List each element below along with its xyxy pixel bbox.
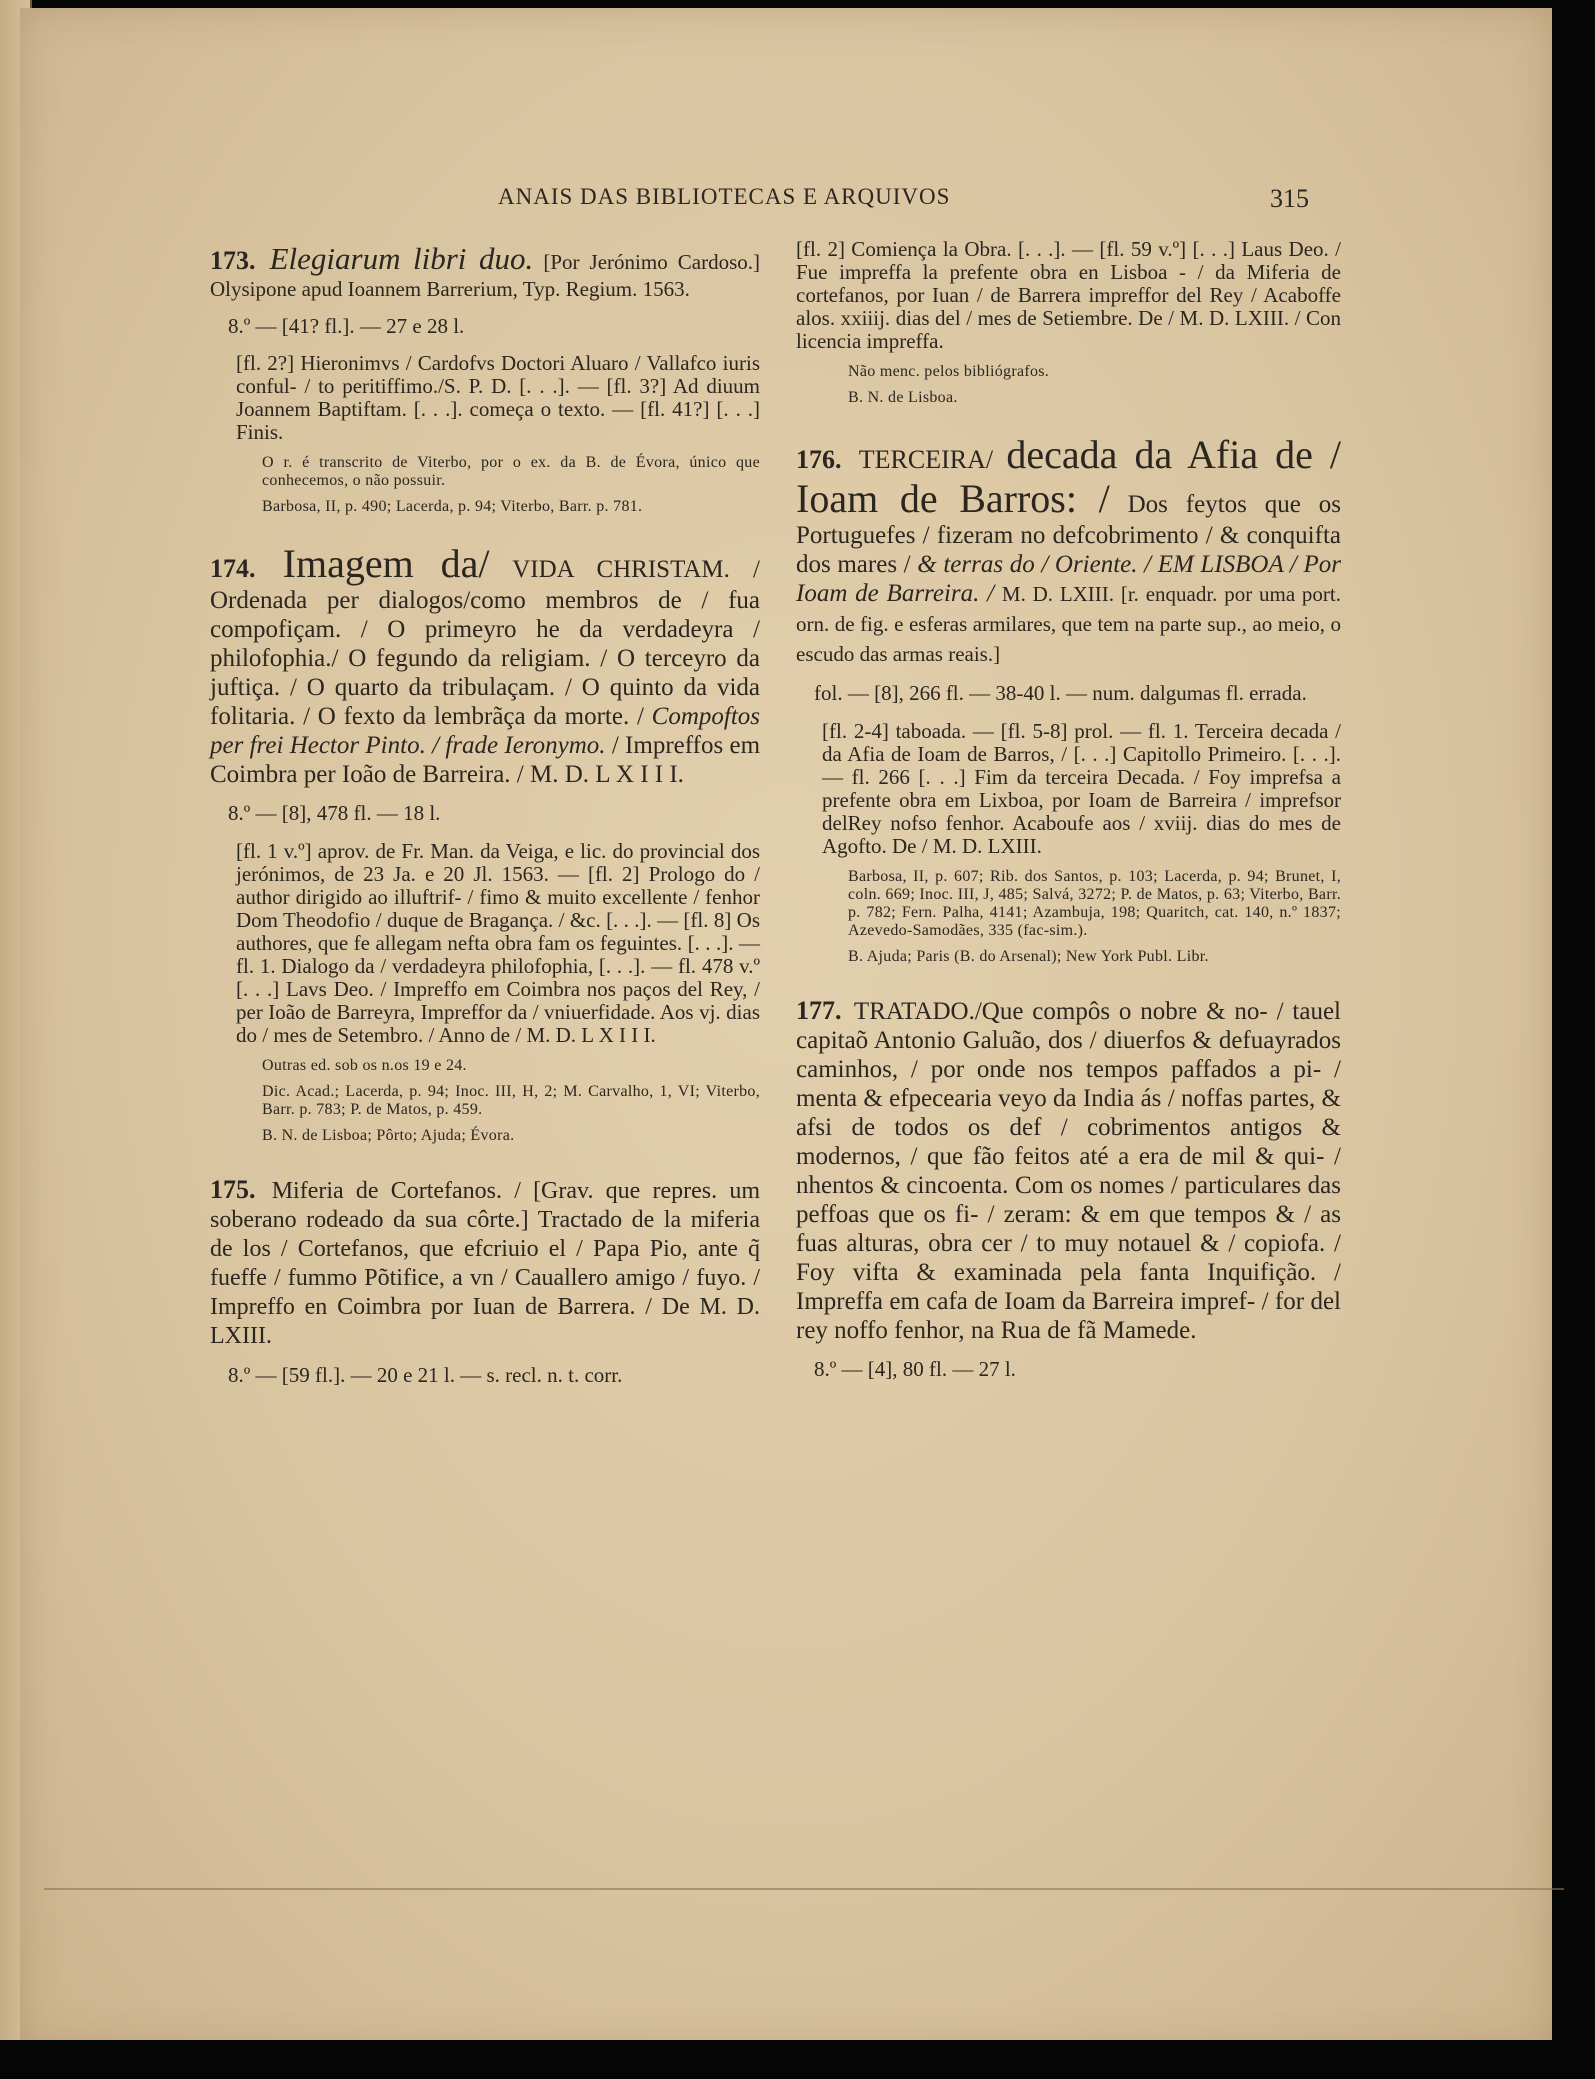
entry-177 bbox=[796, 996, 1341, 1384]
left-column bbox=[210, 241, 761, 1412]
entry-description: [fl. 1 v.º] aprov. de Fr. Man. da Veiga, e lic. do provincial dos jerónimos, de 23 Ja. e 20 Jl. 1563. — [fl. 2] Prologo do / author dirigido ao illuftrif- / fimo & muito excellente / fenhor Dom Theodofio / duque de Bragança. / &c. [. . .]. — [fl. 8] Os authores, que fe allegam nefta obra fam os feguintes. [. . .]. — fl. 1. Dialogo da / verdadeyra philofophia, [. . .]. — fl. 478 v.º [. . .] Lavs Deo. / Impreffo em Coimbra nos paços del Rey, / per Ioão de Barreyra, Impreffor da / vniuerfidade. Aos vj. dias do / mes de Setembro. / Anno de / M. D. L X I I I. bbox=[236, 839, 760, 1047]
entry-collation: 8.º — [8], 478 fl. — 18 l. bbox=[228, 801, 441, 825]
entry-173 bbox=[210, 241, 761, 516]
entry-176 bbox=[796, 433, 1341, 966]
entry-number: 174. bbox=[210, 554, 256, 583]
entry-lead-title: Imagem da/ bbox=[282, 541, 490, 586]
entry-imprint: / Impreffos em Coimbra per Ioão de Barreira. / M. D. L X I I I. bbox=[210, 732, 761, 788]
entry-collation: 8.º — [41? fl.]. — 27 e 28 l. bbox=[228, 314, 465, 338]
entry-text: TRATADO./Que compôs o nobre & no- / tauel capitaõ Antonio Galuão, dos / diuerfos & defuayrados caminhos, / por onde nos tempos paffados a pi- / menta & efpecearia veyo da India ás / noffas partes, & afsi de todos os def / cobrimentos antigos & modernos, / que fão feitos até a era de mil & qui- / nhentos & cincoenta. Com os nomes / particulares das peffoas que os fi- / zeram: & em que tempos & / as fuas alturas, obra cer / to muy notauel & / copiofa. / Foy vifta & examinada pela fanta Inquifição. / Impreffa em cafa de Ioam da Barreira impref- / for del rey noffo fenhor, na Rua de fã Mamede. bbox=[796, 998, 1341, 1344]
entry-italic-text: Compoftos per frei Hector Pinto. / frade Ieronymo. bbox=[210, 703, 761, 759]
entry-177-heading bbox=[796, 996, 1341, 1345]
entry-note: Não menc. pelos bibliógrafos. bbox=[848, 363, 1050, 380]
entry-title: Elegiarum libri duo. bbox=[269, 241, 534, 276]
entry-collation: 8.º — [59 fl.]. — 20 e 21 l. — s. recl. n. t. corr. bbox=[228, 1363, 623, 1387]
entry-description: [fl. 2?] Hieronimvs / Cardofvs Doctori Aluaro / Vallafco iuris conful- / to peritiffimo./S. P. D. [. . .]. — [fl. 3?] Ad diuum Joannem Baptiftam. [. . .]. começa o texto. — [fl. 41?] [. . .] Finis. bbox=[236, 351, 760, 444]
book-page bbox=[20, 8, 1552, 2048]
entry-175 bbox=[210, 1175, 760, 1390]
entry-text: Dos feytos que os Portuguefes / fizeram no defcobrimento / & conquifta dos mares / bbox=[796, 491, 1341, 578]
entry-libraries: B. N. de Lisboa; Pôrto; Ajuda; Évora. bbox=[262, 1127, 515, 1144]
entry-note: O r. é transcrito de Viterbo, por o ex. da B. de Évora, único que conhecemos, o não possuir. bbox=[262, 454, 760, 489]
entry-collation: 8.º — [4], 80 fl. — 27 l. bbox=[814, 1357, 1016, 1381]
entry-number: 175. bbox=[210, 1175, 256, 1204]
entry-libraries: B. Ajuda; Paris (B. do Arsenal); New York Publ. Libr. bbox=[848, 948, 1209, 965]
entry-lead-caps: TERCEIRA/ bbox=[858, 445, 994, 474]
entry-number: 173. bbox=[210, 246, 256, 275]
entry-174 bbox=[210, 542, 760, 1145]
entry-176-heading bbox=[796, 433, 1341, 669]
entry-175-heading bbox=[210, 1175, 760, 1351]
entry-italic-text: & terras do / Oriente. / EM LISBOA / Por Ioam de Barreira. / bbox=[796, 551, 1342, 607]
entry-number: 176. bbox=[796, 445, 842, 474]
entry-text: VIDA CHRISTAM. / Ordenada per dialogos/como membros de / fua compofiçam. / O primeyro he da verdadeyra / philofophia./ O fegundo da religiam. / O terceyro da juftiça. / O quarto da tribulaçam. / O quinto da vida folitaria. / O fexto da lembrãça da morte. / bbox=[210, 556, 760, 730]
page-fold-line bbox=[44, 1888, 1564, 1894]
entry-libraries: B. N. de Lisboa. bbox=[848, 389, 958, 406]
entry-imprint: M. D. LXIII. [r. enquadr. por uma port. orn. de fig. e esferas armilares, que tem na parte sup., ao meio, o escudo das armas reais.] bbox=[796, 582, 1342, 666]
entry-173-heading bbox=[210, 241, 761, 303]
entry-references: Dic. Acad.; Lacerda, p. 94; Inoc. III, H, 2; M. Carvalho, 1, VI; Viterbo, Barr. p. 783; P. de Matos, p. 459. bbox=[262, 1083, 760, 1118]
page-header bbox=[20, 184, 1552, 218]
entry-175-continuation bbox=[796, 238, 1341, 407]
entry-description: [fl. 2] Comiença la Obra. [. . .]. — [fl. 59 v.º] [. . .] Laus Deo. / Fue impreffa la prefente obra en Lisboa - / da Miferia de cortefanos, por Iuan / de Barrera impreffor del Rey / Acaboffe alos. xxiiij. dias del / mes de Setiembre. De / M. D. LXIII. / Con licencia impreffa. bbox=[796, 237, 1341, 353]
entry-references: Barbosa, II, p. 607; Rib. dos Santos, p. 103; Lacerda, p. 94; Brunet, I, coln. 669; Inoc. III, J, 485; Salvá, 3272; P. de Matos, p. 63; Viterbo, Barr. p. 782; Fern. Palha, 4141; Azambuja, 198; Quaritch, cat. 140, n.º 1837; Azevedo-Samodães, 335 (fac-sim.). bbox=[848, 868, 1341, 939]
page-number: 315 bbox=[1270, 184, 1309, 213]
entry-text: Miferia de Cortefanos. / [Grav. que repres. um soberano rodeado da sua côrte.] Tractado de la miferia de los / Cortefanos, que efcriuio el / Papa Pio, ante q̃ fueffe / fummo Põtifice, a vn / Cauallero amigo / fuyo. / Impreffo en Coimbra por Iuan de Barrera. / De M. D. LXIII. bbox=[210, 1178, 761, 1349]
entry-174-heading bbox=[210, 542, 760, 789]
entry-note: Outras ed. sob os n.os 19 e 24. bbox=[262, 1057, 467, 1074]
entry-text: [Por Jerónimo Cardoso.] Olysipone apud Ioannem Barrerium, Typ. Regium. 1563. bbox=[210, 250, 761, 301]
entry-collation: fol. — [8], 266 fl. — 38-40 l. — num. dalgumas fl. errada. bbox=[814, 681, 1307, 705]
running-title: ANAIS DAS BIBLIOTECAS E ARQUIVOS bbox=[498, 184, 951, 209]
entry-description: [fl. 2-4] taboada. — [fl. 5-8] prol. — fl. 1. Terceira decada / da Afia de Ioam de Barros, / [. . .] Capitollo Primeiro. [. . .]. — fl. 266 [. . .] Fim da terceira Decada. / Foy imprefsa a prefente obra em Lixboa, por Ioam de Barreira / imprefsor delRey nofso fenhor. Acaboufe aos / xviij. dias do mes de Agofto. De / M. D. LXIII. bbox=[822, 719, 1341, 858]
entry-references: Barbosa, II, p. 490; Lacerda, p. 94; Viterbo, Barr. p. 781. bbox=[262, 498, 643, 515]
entry-number: 177. bbox=[796, 996, 842, 1025]
entry-lead-title: decada da Afia de / Ioam de Barros: / bbox=[796, 432, 1342, 521]
right-column bbox=[796, 238, 1341, 1406]
scan-bottom-border bbox=[0, 2040, 1595, 2079]
